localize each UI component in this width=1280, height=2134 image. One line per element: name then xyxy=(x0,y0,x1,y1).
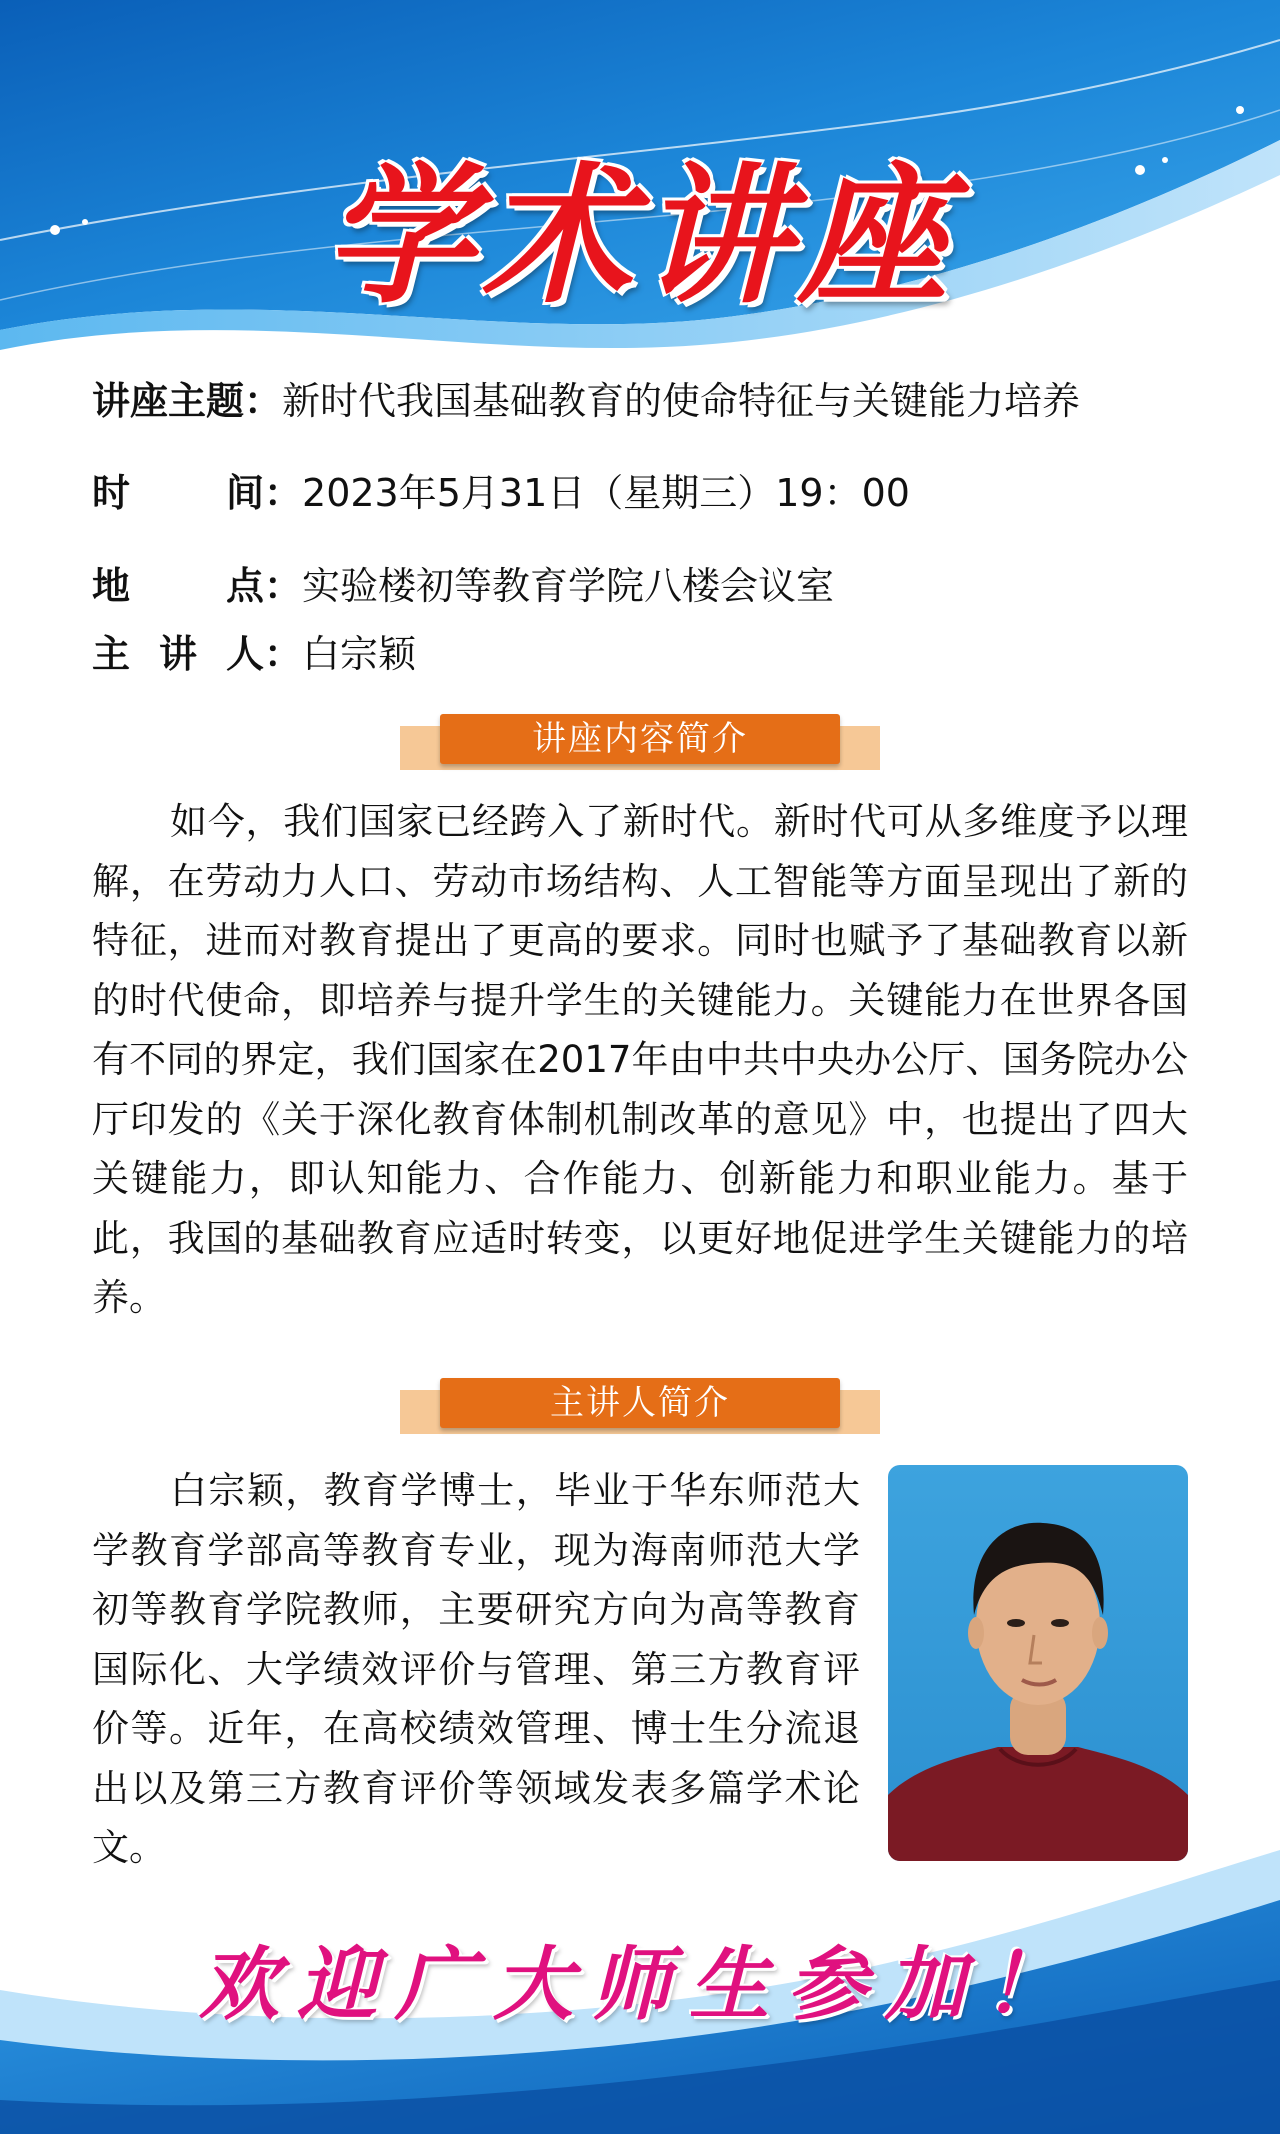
speaker-paragraph: 白宗颖，教育学博士，毕业于华东师范大学教育学部高等教育专业，现为海南师范大学初等教育学院教师，主要研究方向为高等教育国际化、大学绩效评价与管理、第三方教育评价等。近年，在高校绩效管理、博士生分流退出以及第三方教育评价等领域发表多篇学术论文。 xyxy=(92,1469,860,1869)
time-colon: ： xyxy=(264,471,303,515)
topic-colon: ： xyxy=(244,379,283,423)
poster-title: 学术讲座 xyxy=(323,148,956,324)
speaker-section-title: 主讲人简介 xyxy=(440,1378,840,1428)
location-value: 实验楼初等教育学院八楼会议室 xyxy=(302,564,835,608)
intro-section-banner xyxy=(400,714,880,766)
intro-section-title: 讲座内容简介 xyxy=(440,714,840,764)
welcome-slogan: 欢迎广大师生参加！ xyxy=(199,1937,1081,2031)
speaker-photo xyxy=(888,1465,1188,1861)
intro-paragraph: 如今，我们国家已经跨入了新时代。新时代可从多维度予以理解，在劳动力人口、劳动市场结构、人工智能等方面呈现出了新的特征，进而对教育提出了更高的要求。同时也赋予了基础教育以新的时代使命，即培养与提升学生的关键能力。关键能力在世界各国有不同的界定，我们国家在2017年由中共中央办公厅、国务院办公厅印发的《关于深化教育体制机制改革的意见》中，也提出了四大关键能力，即认知能力、合作能力、创新能力和职业能力。基于此，我国的基础教育应适时转变，以更好地促进学生关键能力的培养。 xyxy=(92,800,1188,1319)
speaker-colon: ： xyxy=(264,632,303,676)
info-row-location xyxy=(92,555,834,610)
info-row-speaker xyxy=(92,623,416,678)
speaker-portrait-illustration xyxy=(888,1465,1188,1861)
info-row-topic xyxy=(92,370,1080,425)
location-label: 地 点 xyxy=(92,564,264,608)
speaker-label: 主讲人 xyxy=(92,632,264,676)
time-label: 时 间 xyxy=(92,471,264,515)
location-colon: ： xyxy=(264,564,303,608)
topic-label: 讲座主题 xyxy=(92,379,245,423)
topic-value: 新时代我国基础教育的使命特征与关键能力培养 xyxy=(282,379,1081,423)
info-row-time xyxy=(92,462,910,517)
time-value: 2023年5月31日（星期三）19：00 xyxy=(302,471,910,515)
speaker-section-banner xyxy=(400,1378,880,1430)
speaker-value: 白宗颖 xyxy=(302,632,417,676)
